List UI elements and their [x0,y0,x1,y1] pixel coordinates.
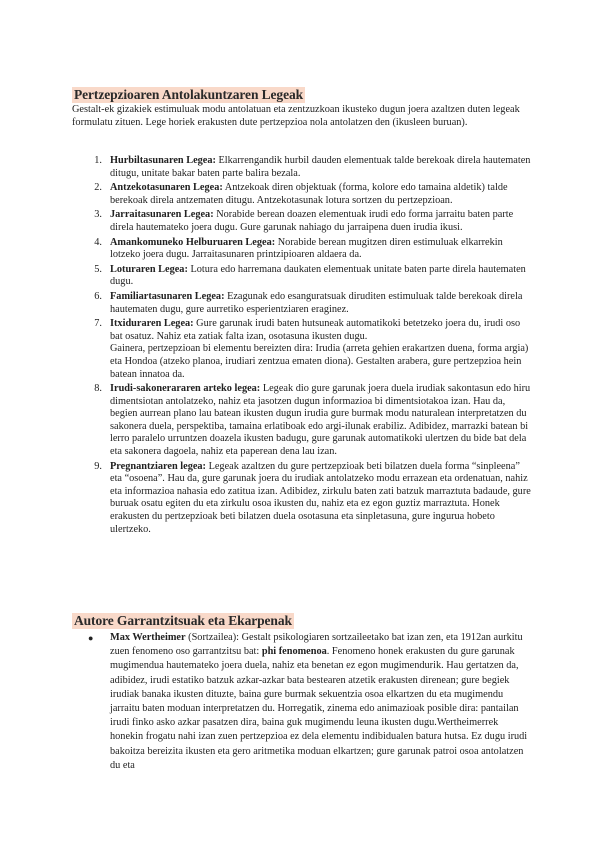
law-item [86,291,532,316]
laws-list [86,155,532,538]
law-item [86,383,532,459]
law-text: Legeak azaltzen du gure pertzepzioak beti bilatzen duela forma “sinpleena” eta “osoena”. Hau da, gure garunak joera du irudiak antolatzeko modu errazean eta ordenatuan, nahiz eta informazioa nahasia edo zatitua izan. Adibidez, zirkulu baten zati batzuk marraztuta badaude, gure buruak osatu egiten du eta zirkulu osoa ikusten du, nahiz eta ez egon guztiz marraztuta. Honek erakusten du pertzepzioak beti bilatzen duela osotasuna eta sinpletasuna, gure ingurua hobeto ulertzeko. [110,460,531,535]
law-number: 6. [94,290,102,302]
law-item [86,318,532,381]
section-heading-laws: Pertzepzioaren Antolakuntzaren Legeak [74,87,304,102]
author-item [86,631,532,773]
author-text: . Fenomeno honek erakusten du gure garunak mugimendua hautemateko joera duela, nahiz eta benetan ez egon mugimendurik. Hau gertatzen da, adibidez, irudi estatiko batzuk azkar-azkar bata bestearen atzetik erakusten direnean; gure begiek irudiak banaka ikusten dituzte, baina gure burmak sekuentzia osoa elkartzen du eta mugimendu jarraitu baten moduan interpretatzen du. Horregatik, zinema edo animazioak posible dira: pantailan irudi finko asko azkar pasatzen dira, baina guk mugimendu leuna ikusten dugu.Wertheimerrek honekin frogatu nahi izan zuen pertzepzioa ez dela elementu indibidualen batura hutsa. Ez dugu irudi bakoitza bereizita ikusten eta gero aritmetika moduan elkartzen; gure garunak patroi osoa antolatzen du eta [110,646,528,771]
law-number: 9. [94,460,102,472]
author-key-term: phi fenomenoa [261,646,327,658]
law-name: Irudi-sakonerararen arteko legea: [110,383,261,395]
law-number: 3. [94,209,102,221]
law-text: Elkarrengandik hurbil dauden elementuak talde berekoak direla hautematen ditugu, unitate bakar baten parte balira bezala. [110,155,531,179]
bullet-icon: ● [88,633,94,643]
law-item [86,155,532,180]
law-number: 2. [94,182,102,194]
law-item [86,209,532,234]
law-item [86,264,532,289]
law-number: 5. [94,263,102,275]
author-role-text: (Sortzailea): Gestalt psikologiaren sortzaileetako bat izan zen, eta 1912an aurkitu zuen fenomeno oso garrantzitsu bat: [110,632,523,658]
section-heading-authors: Autore Garrantzitsuak eta Ekarpenak [74,613,292,628]
law-name: Familiartasunaren Legea: [110,290,225,302]
law-name: Amankomuneko Helburuaren Legea: [110,236,276,248]
law-text: Norabide berean mugitzen diren estimuluak elkarrekin lotzeko joera dugu. Jarraitasunaren printzipioaren aldaera da. [110,236,503,261]
authors-list [86,631,532,773]
law-name: Loturaren Legea: [110,263,188,275]
law-name: Itxiduraren Legea: [110,318,194,330]
law-name: Hurbiltasunaren Legea: [110,155,216,166]
law-extra-text: Gainera, pertzepzioan bi elementu bereizten dira: Irudia (arreta gehien erakartzen duena, forma argia) eta Hondoa (atzeko planoa, irudiari zentzua ematen diona). Gestalten arabera, gure pertzepzioa hein batean innatoa da. [110,343,529,380]
law-text: Lotura edo harremana daukaten elementuak unitate baten parte direla hautematen dugu. [110,263,526,288]
law-number: 4. [94,236,102,248]
law-text: Ezagunak edo esanguratsuak diruditen estimuluak talde berekoak direla hautematen dugu, gure aurretiko esperientziaren eraginez. [110,290,523,315]
law-name: Jarraitasunaren Legea: [110,209,214,221]
author-name: Max Wertheimer [110,632,186,643]
intro-paragraph: Gestalt-ek gizakiek estimuluak modu antolatuan eta zentzuzkoan ikusteko dugun joera azaltzen duten legeak formulatu zituen. Lege horiek erakusten dute pertzepzioa nola antolatzen den (ikusleen buruan). [72,104,520,128]
law-text: Gure garunak irudi baten hutsuneak automatikoki betetzeko joera du, irudi oso bat osatuz. Nahiz eta zatiak falta izan, osotasuna ikusten dugu. [110,318,521,342]
law-number: 1. [94,155,102,166]
law-text: Norabide berean doazen elementuak irudi edo forma jarraitu baten parte direla hautemateko joera dugu. Gure garunak nahiago du jarraipena duen irudia ikusi. [110,209,514,233]
law-item [86,237,532,262]
law-text: Legeak dio gure garunak joera duela irudiak sakontasun edo hiru dimentsiotan antolatzeko, nahiz eta jasotzen dugun informazioa bi dimentsiotakoa izan. Hau da, begien aurrean plano lau batean ikusten dugun irudia gure burmak modu naturalean interpretatzen du sakonera duela, perspektiba, tamaina erlatiboak edo argi-ilunak erabiliz. Adibidez, marrazki batean bi lerro paralelo urruntzen doazela ikusten badugu, gure garunak automatikoki ulertzen du bide bat dela eta sakonera dagoela, nahiz eta paperean dena lau izan. [110,383,531,458]
law-text: Antzekoak diren objektuak (forma, kolore edo tamaina aldetik) talde berekoak direla antzematen ditugu. Antzekotasunak lotura sortzen du pertzepzioan. [110,182,508,206]
law-number: 8. [94,383,102,395]
law-item [86,182,532,207]
law-item [86,461,532,537]
law-name: Antzekotasunaren Legea: [110,182,223,194]
law-number: 7. [94,318,102,330]
law-name: Pregnantziaren legea: [110,460,206,472]
